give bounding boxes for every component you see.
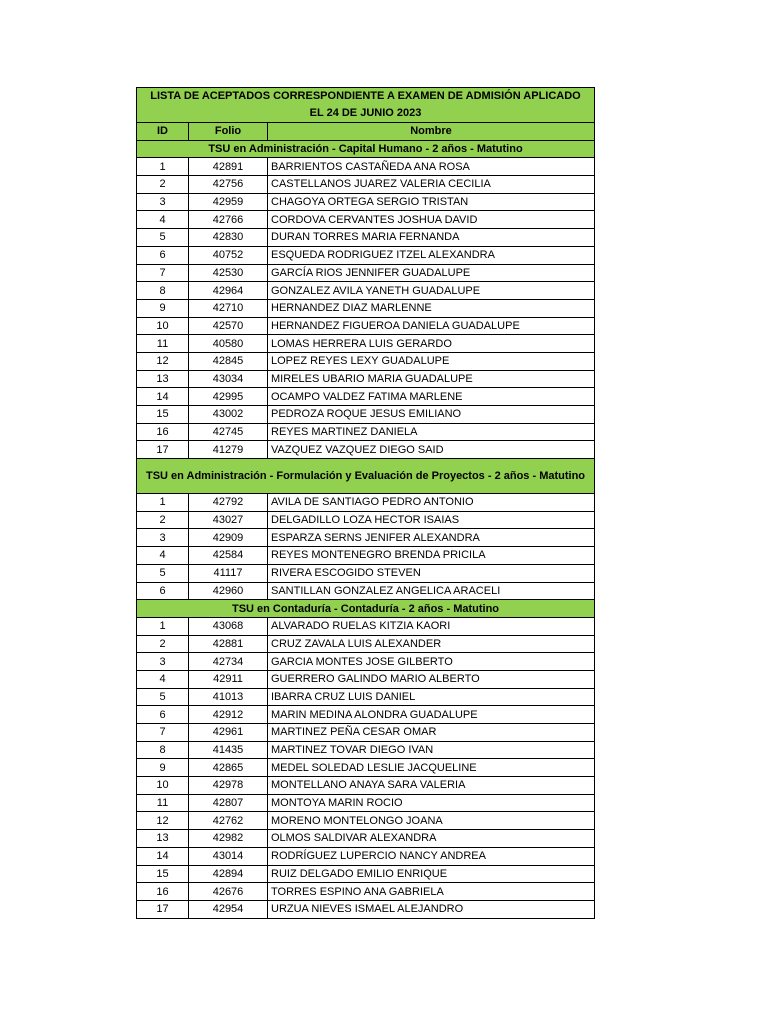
row-nombre: DURAN TORRES MARIA FERNANDA [268,229,595,247]
row-nombre: DELGADILLO LOZA HECTOR ISAIAS [268,511,595,529]
row-nombre: ESPARZA SERNS JENIFER ALEXANDRA [268,529,595,547]
table-row [137,759,595,777]
acceptance-list-table [136,87,595,919]
row-nombre: AVILA DE SANTIAGO PEDRO ANTONIO [268,494,595,512]
table-row [137,830,595,848]
table-row [137,794,595,812]
row-id: 3 [137,653,189,671]
row-id: 3 [137,529,189,547]
row-id: 5 [137,688,189,706]
table-row [137,352,595,370]
table-row [137,883,595,901]
row-id: 14 [137,847,189,865]
table-row [137,847,595,865]
table-row [137,777,595,795]
row-folio: 43068 [189,617,268,635]
row-nombre: IBARRA CRUZ LUIS DANIEL [268,688,595,706]
row-folio: 42894 [189,865,268,883]
table-row [137,547,595,565]
table-row [137,865,595,883]
table-row [137,299,595,317]
row-folio: 42762 [189,812,268,830]
section-header-row [137,459,595,494]
row-id: 6 [137,582,189,600]
row-folio: 42912 [189,706,268,724]
row-id: 15 [137,865,189,883]
table-row [137,176,595,194]
row-folio: 40752 [189,246,268,264]
row-nombre: MARTINEZ PEÑA CESAR OMAR [268,724,595,742]
row-id: 15 [137,406,189,424]
row-id: 6 [137,246,189,264]
row-nombre: GARCÍA RIOS JENNIFER GUADALUPE [268,264,595,282]
row-nombre: HERNANDEZ FIGUEROA DANIELA GUADALUPE [268,317,595,335]
row-id: 4 [137,211,189,229]
row-folio: 42734 [189,653,268,671]
row-folio: 43027 [189,511,268,529]
row-id: 17 [137,900,189,918]
row-folio: 42961 [189,724,268,742]
row-folio: 42570 [189,317,268,335]
row-nombre: MIRELES UBARIO MARIA GUADALUPE [268,370,595,388]
row-id: 7 [137,264,189,282]
section-heading: TSU en Administración - Capital Humano - 2 años - Matutino [137,140,595,158]
row-folio: 42845 [189,352,268,370]
row-id: 14 [137,388,189,406]
row-nombre: LOPEZ REYES LEXY GUADALUPE [268,352,595,370]
row-folio: 42978 [189,777,268,795]
table-row [137,229,595,247]
row-nombre: URZUA NIEVES ISMAEL ALEJANDRO [268,900,595,918]
row-folio: 42964 [189,282,268,300]
row-folio: 43002 [189,406,268,424]
row-id: 4 [137,670,189,688]
row-id: 10 [137,317,189,335]
row-folio: 42909 [189,529,268,547]
table-row [137,335,595,353]
row-folio: 42954 [189,900,268,918]
row-id: 7 [137,724,189,742]
row-nombre: GONZALEZ AVILA YANETH GUADALUPE [268,282,595,300]
row-nombre: REYES MARTINEZ DANIELA [268,423,595,441]
row-id: 5 [137,229,189,247]
table-row [137,741,595,759]
row-nombre: GARCIA MONTES JOSE GILBERTO [268,653,595,671]
table-row [137,511,595,529]
row-id: 13 [137,830,189,848]
row-nombre: OLMOS SALDIVAR ALEXANDRA [268,830,595,848]
row-id: 12 [137,812,189,830]
row-folio: 42530 [189,264,268,282]
table-row [137,211,595,229]
row-nombre: MARTINEZ TOVAR DIEGO IVAN [268,741,595,759]
row-nombre: BARRIENTOS CASTAÑEDA ANA ROSA [268,158,595,176]
table-row [137,617,595,635]
table-row [137,812,595,830]
table-row [137,706,595,724]
row-id: 8 [137,741,189,759]
section-header-row [137,600,595,618]
row-folio: 40580 [189,335,268,353]
row-id: 12 [137,352,189,370]
row-folio: 42584 [189,547,268,565]
row-nombre: MONTOYA MARIN ROCIO [268,794,595,812]
column-header-row [137,123,595,141]
row-nombre: ALVARADO RUELAS KITZIA KAORI [268,617,595,635]
row-nombre: RIVERA ESCOGIDO STEVEN [268,564,595,582]
row-folio: 42959 [189,193,268,211]
row-id: 11 [137,794,189,812]
row-id: 2 [137,635,189,653]
row-nombre: CRUZ ZAVALA LUIS ALEXANDER [268,635,595,653]
table-row [137,635,595,653]
row-id: 16 [137,883,189,901]
table-row [137,670,595,688]
column-header-nombre: Nombre [268,123,595,141]
row-folio: 41279 [189,441,268,459]
row-folio: 42891 [189,158,268,176]
row-id: 6 [137,706,189,724]
section-heading: TSU en Administración - Formulación y Evaluación de Proyectos - 2 años - Matutino [137,459,595,494]
table-row [137,193,595,211]
table-row [137,246,595,264]
column-header-id: ID [137,123,189,141]
row-id: 3 [137,193,189,211]
row-id: 1 [137,494,189,512]
section-header-row [137,140,595,158]
row-folio: 42881 [189,635,268,653]
table-row [137,441,595,459]
row-folio: 42745 [189,423,268,441]
document-title: LISTA DE ACEPTADOS CORRESPONDIENTE A EXAMEN DE ADMISIÓN APLICADO EL 24 DE JUNIO 2023 [137,88,595,123]
row-folio: 42830 [189,229,268,247]
row-folio: 42995 [189,388,268,406]
row-nombre: GUERRERO GALINDO MARIO ALBERTO [268,670,595,688]
table-row [137,653,595,671]
row-nombre: CORDOVA CERVANTES JOSHUA DAVID [268,211,595,229]
row-nombre: SANTILLAN GONZALEZ ANGELICA ARACELI [268,582,595,600]
row-nombre: LOMAS HERRERA LUIS GERARDO [268,335,595,353]
row-id: 10 [137,777,189,795]
table-row [137,388,595,406]
row-folio: 42676 [189,883,268,901]
table-row [137,423,595,441]
row-id: 17 [137,441,189,459]
table-row [137,370,595,388]
table-row [137,564,595,582]
row-id: 1 [137,617,189,635]
row-nombre: MONTELLANO ANAYA SARA VALERIA [268,777,595,795]
row-id: 2 [137,176,189,194]
row-folio: 42807 [189,794,268,812]
row-folio: 42756 [189,176,268,194]
row-folio: 42911 [189,670,268,688]
table-row [137,282,595,300]
row-nombre: MORENO MONTELONGO JOANA [268,812,595,830]
row-id: 2 [137,511,189,529]
row-nombre: VAZQUEZ VAZQUEZ DIEGO SAID [268,441,595,459]
row-folio: 41117 [189,564,268,582]
row-folio: 42710 [189,299,268,317]
row-id: 9 [137,759,189,777]
table-row [137,158,595,176]
row-nombre: HERNANDEZ DIAZ MARLENNE [268,299,595,317]
table-row [137,724,595,742]
row-id: 13 [137,370,189,388]
table-row [137,900,595,918]
row-folio: 41013 [189,688,268,706]
table-row [137,317,595,335]
row-nombre: RODRÍGUEZ LUPERCIO NANCY ANDREA [268,847,595,865]
row-nombre: OCAMPO VALDEZ FATIMA MARLENE [268,388,595,406]
row-id: 16 [137,423,189,441]
table-row [137,688,595,706]
row-folio: 41435 [189,741,268,759]
row-folio: 42766 [189,211,268,229]
row-id: 4 [137,547,189,565]
row-id: 5 [137,564,189,582]
row-id: 11 [137,335,189,353]
row-nombre: RUIZ DELGADO EMILIO ENRIQUE [268,865,595,883]
row-folio: 42960 [189,582,268,600]
row-folio: 43014 [189,847,268,865]
row-folio: 42865 [189,759,268,777]
section-heading: TSU en Contaduría - Contaduría - 2 años - Matutino [137,600,595,618]
row-nombre: REYES MONTENEGRO BRENDA PRICILA [268,547,595,565]
table-row [137,529,595,547]
row-nombre: MEDEL SOLEDAD LESLIE JACQUELINE [268,759,595,777]
row-nombre: CASTELLANOS JUAREZ VALERIA CECILIA [268,176,595,194]
row-nombre: MARIN MEDINA ALONDRA GUADALUPE [268,706,595,724]
title-row [137,88,595,123]
row-id: 9 [137,299,189,317]
row-nombre: CHAGOYA ORTEGA SERGIO TRISTAN [268,193,595,211]
row-folio: 42792 [189,494,268,512]
row-folio: 42982 [189,830,268,848]
table-row [137,494,595,512]
column-header-folio: Folio [189,123,268,141]
row-nombre: PEDROZA ROQUE JESUS EMILIANO [268,406,595,424]
row-nombre: TORRES ESPINO ANA GABRIELA [268,883,595,901]
row-id: 8 [137,282,189,300]
table-row [137,406,595,424]
table-row [137,582,595,600]
table-row [137,264,595,282]
row-id: 1 [137,158,189,176]
row-folio: 43034 [189,370,268,388]
row-nombre: ESQUEDA RODRIGUEZ ITZEL ALEXANDRA [268,246,595,264]
